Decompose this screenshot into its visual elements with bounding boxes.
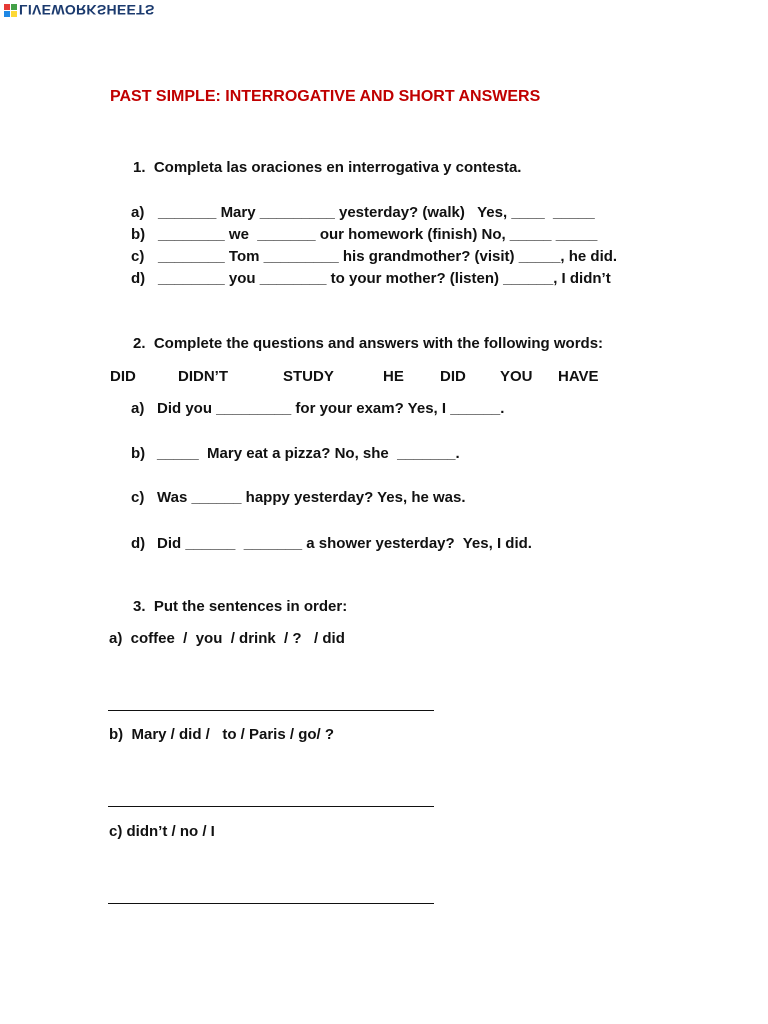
exercise2-item-text: Was ______ happy yesterday? Yes, he was. (157, 489, 466, 506)
exercise1-heading: 1. Completa las oraciones en interrogativa y contesta. (133, 159, 522, 176)
answer-line[interactable] (108, 806, 434, 807)
logo-cubes-icon (4, 4, 17, 17)
logo-cube-blue (4, 11, 10, 17)
word-bank-word: STUDY (283, 368, 334, 385)
exercise3-item: a) coffee / you / drink / ? / did (109, 630, 345, 647)
exercise2-heading: 2. Complete the questions and answers with the following words: (133, 335, 604, 352)
word-bank-word: HAVE (558, 368, 599, 385)
exercise2-item-text: Did ______ _______ a shower yesterday? Yes, I did. (157, 535, 532, 552)
exercise2-item-label: b) (131, 445, 146, 462)
exercise1-item-text: ________ Tom _________ his grandmother? (visit) _____, he did. (158, 248, 618, 265)
exercise2-item-text: Did you _________ for your exam? Yes, I ______. (157, 400, 505, 417)
exercise1-item-text: ________ you ________ to your mother? (listen) ______, I didn’t (158, 270, 611, 287)
word-bank-word: HE (383, 368, 404, 385)
exercise1-item-label: c) (131, 248, 145, 265)
exercise2-item-label: c) (131, 489, 145, 506)
answer-line[interactable] (108, 903, 434, 904)
exercise1-item-label: a) (131, 204, 145, 221)
exercise3-item: b) Mary / did / to / Paris / go/ ? (109, 726, 335, 743)
logo-cube-green (11, 4, 17, 10)
exercise1-item-label: d) (131, 270, 146, 287)
exercise1-item-label: b) (131, 226, 146, 243)
word-bank-word: YOU (500, 368, 533, 385)
exercise3-item: c) didn’t / no / I (109, 823, 215, 840)
word-bank-word: DID (440, 368, 466, 385)
logo-cube-yellow (11, 11, 17, 17)
exercise3-heading: 3. Put the sentences in order: (133, 598, 348, 615)
word-bank-word: DIDN’T (178, 368, 228, 385)
exercise2-item-label: d) (131, 535, 146, 552)
logo-text: LIVEWORKSHEETS (19, 2, 155, 18)
logo-cube-red (4, 4, 10, 10)
exercise2-item-label: a) (131, 400, 145, 417)
exercise1-item-text: _______ Mary _________ yesterday? (walk) Yes, ____ _____ (158, 204, 595, 221)
word-bank (110, 368, 630, 386)
exercise2-item-text: _____ Mary eat a pizza? No, she _______. (157, 445, 460, 462)
page-title: PAST SIMPLE: INTERROGATIVE AND SHORT ANSWERS (110, 88, 541, 105)
exercise1-item-text: ________ we _______ our homework (finish) No, _____ _____ (158, 226, 598, 243)
liveworksheets-logo (4, 1, 155, 19)
answer-line[interactable] (108, 710, 434, 711)
word-bank-word: DID (110, 368, 136, 385)
